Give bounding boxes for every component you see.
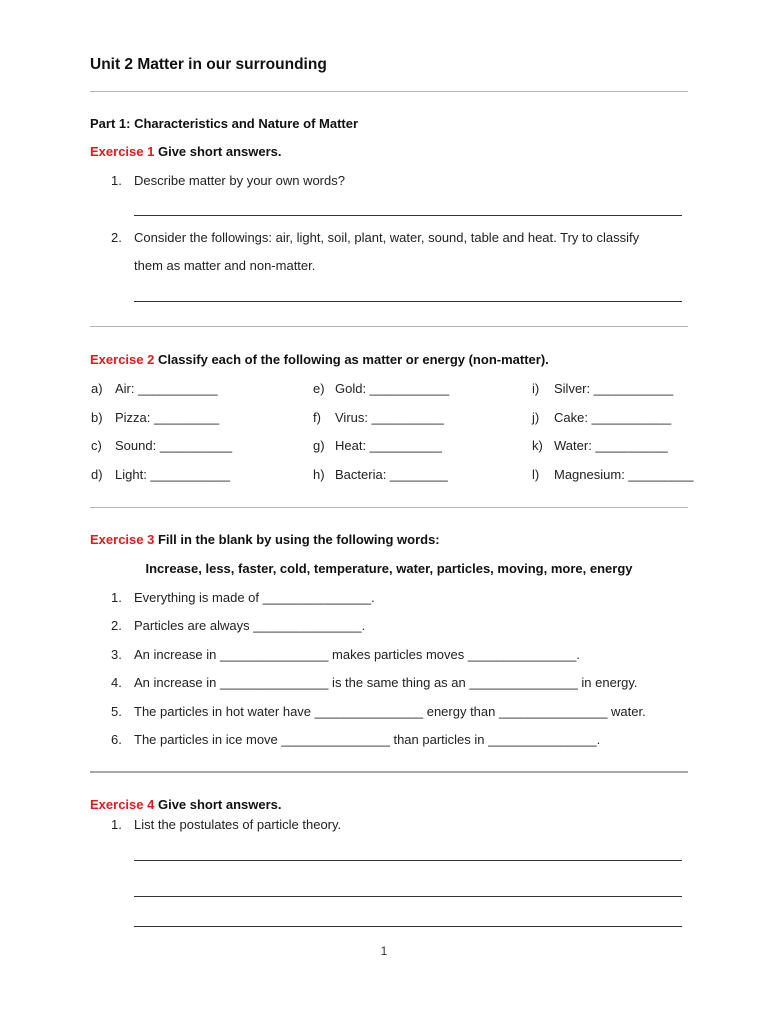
classify-item: k) Water: __________ xyxy=(532,438,668,453)
exercise-label: Exercise 2 xyxy=(90,352,155,367)
question-number: 1. xyxy=(111,173,122,188)
fill-blank-sentence: The particles in hot water have _______________ energy than _______________ water. xyxy=(134,704,646,719)
exercise-instruction: Classify each of the following as matter or energy (non-matter). xyxy=(157,352,549,367)
exercise-instruction: Give short answers. xyxy=(157,797,282,812)
item-number: 5. xyxy=(111,704,122,719)
word-bank: Increase, less, faster, cold, temperature, water, particles, moving, more, energy xyxy=(145,561,633,576)
divider xyxy=(90,771,688,773)
item-number: 4. xyxy=(111,675,122,690)
exercise-2-heading xyxy=(90,352,549,367)
item-number: 3. xyxy=(111,647,122,662)
exercise-instruction: Give short answers. xyxy=(157,144,282,159)
question-text-continued: them as matter and non-matter. xyxy=(134,258,316,273)
classify-item: d) Light: ___________ xyxy=(91,467,230,482)
classify-item: j) Cake: ___________ xyxy=(532,410,672,425)
item-number: 1. xyxy=(111,590,122,605)
question-text: List the postulates of particle theory. xyxy=(134,817,342,832)
exercise-label: Exercise 3 xyxy=(90,532,155,547)
exercise-4-heading xyxy=(90,797,282,812)
question-text: Describe matter by your own words? xyxy=(134,173,345,188)
answer-line[interactable] xyxy=(134,860,682,861)
divider xyxy=(90,326,688,327)
fill-blank-sentence: An increase in _______________ makes particles moves _______________. xyxy=(134,647,580,662)
classify-item: i) Silver: ___________ xyxy=(532,381,674,396)
part-heading: Part 1: Characteristics and Nature of Matter xyxy=(90,116,359,131)
exercise-label: Exercise 4 xyxy=(90,797,155,812)
classify-item: b) Pizza: _________ xyxy=(91,410,220,425)
fill-blank-sentence: An increase in _______________ is the same thing as an _______________ in energy. xyxy=(134,675,638,690)
answer-line[interactable] xyxy=(134,896,682,897)
classify-item: c) Sound: __________ xyxy=(91,438,233,453)
question-number: 1. xyxy=(111,817,122,832)
exercise-label: Exercise 1 xyxy=(90,144,155,159)
classify-item: e) Gold: ___________ xyxy=(313,381,450,396)
fill-blank-sentence: The particles in ice move _______________ than particles in _______________. xyxy=(134,732,601,747)
page-number: 1 xyxy=(380,944,388,958)
classify-item: f) Virus: __________ xyxy=(313,410,444,425)
exercise-1-heading xyxy=(90,144,282,159)
question-text: Consider the followings: air, light, soil, plant, water, sound, table and heat. Try to classify xyxy=(134,230,640,245)
item-number: 6. xyxy=(111,732,122,747)
divider xyxy=(90,507,688,508)
exercise-instruction: Fill in the blank by using the following words: xyxy=(157,532,440,547)
divider xyxy=(90,91,688,92)
question-number: 2. xyxy=(111,230,122,245)
answer-line[interactable] xyxy=(134,301,682,302)
fill-blank-sentence: Particles are always _______________. xyxy=(134,618,366,633)
item-number: 2. xyxy=(111,618,122,633)
classify-item: a) Air: ___________ xyxy=(91,381,218,396)
answer-line[interactable] xyxy=(134,926,682,927)
fill-blank-sentence: Everything is made of _______________. xyxy=(134,590,375,605)
page-title: Unit 2 Matter in our surrounding xyxy=(90,56,327,73)
exercise-3-heading xyxy=(90,532,440,547)
classify-item: l) Magnesium: _________ xyxy=(532,467,694,482)
classify-item: g) Heat: __________ xyxy=(313,438,442,453)
classify-item: h) Bacteria: ________ xyxy=(313,467,448,482)
answer-line[interactable] xyxy=(134,215,682,216)
